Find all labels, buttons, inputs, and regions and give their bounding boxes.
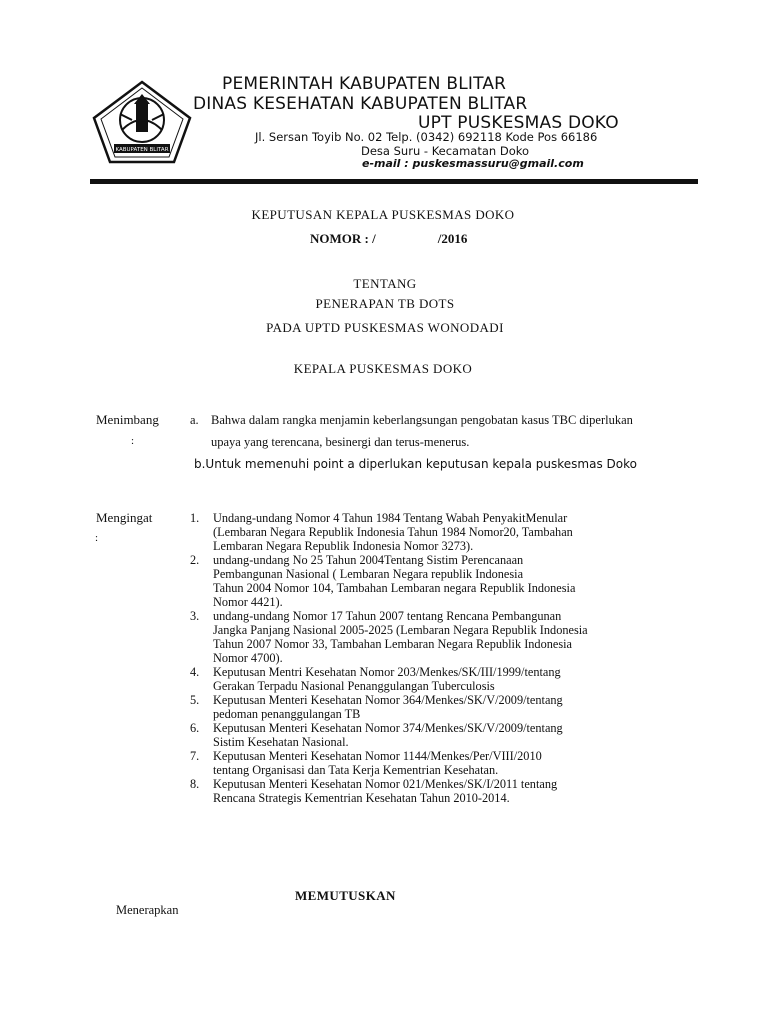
- list-item: [190, 511, 588, 553]
- list-item-line: Nomor 4421).: [213, 595, 283, 609]
- list-item-line: Keputusan Menteri Kesehatan Nomor 374/Menkes/SK/V/2009/tentang: [213, 721, 563, 735]
- mengingat-colon: :: [95, 532, 99, 544]
- list-item: [190, 721, 588, 749]
- memutuskan-heading: MEMUTUSKAN: [295, 888, 396, 903]
- menimbang-a-line-2: upaya yang terencana, besinergi dan terus-menerus.: [211, 435, 470, 449]
- list-item-number: 4.: [190, 665, 200, 679]
- list-item-line: Keputusan Mentri Kesehatan Nomor 203/Menkes/SK/III/1999/tentang: [213, 665, 561, 679]
- list-item-line: Pembangunan Nasional ( Lembaran Negara republik Indonesia: [213, 567, 524, 581]
- list-item-line: Keputusan Menteri Kesehatan Nomor 1144/Menkes/Per/VIII/2010: [213, 749, 542, 763]
- about-heading: TENTANG: [353, 276, 417, 291]
- decree-number-year: /2016: [437, 231, 468, 246]
- logo-text: KABUPATEN BLITAR: [115, 147, 169, 153]
- list-item-number: 8.: [190, 777, 200, 791]
- letterhead-government: PEMERINTAH KABUPATEN BLITAR: [222, 74, 507, 94]
- list-item-line: Keputusan Menteri Kesehatan Nomor 021/Menkes/SK/I/2011 tentang: [213, 777, 558, 791]
- list-item-line: Jangka Panjang Nasional 2005-2025 (Lembaran Negara Republik Indonesia: [213, 623, 588, 637]
- letterhead-village: Desa Suru - Kecamatan Doko: [361, 144, 530, 158]
- list-item: [190, 777, 588, 805]
- letterhead-department: DINAS KESEHATAN KABUPATEN BLITAR: [193, 94, 528, 114]
- list-item-line: Keputusan Menteri Kesehatan Nomor 364/Menkes/SK/V/2009/tentang: [213, 693, 563, 707]
- list-item-line: tentang Organisasi dan Tata Kerja Kementrian Kesehatan.: [213, 763, 499, 777]
- decree-title: KEPUTUSAN KEPALA PUSKESMAS DOKO: [251, 207, 515, 222]
- list-item: [190, 609, 588, 665]
- list-item-line: undang-undang Nomor 17 Tahun 2007 tentang Rencana Pembangunan: [213, 609, 562, 623]
- list-item-number: 2.: [190, 553, 200, 567]
- subject-line-1: PENERAPAN TB DOTS: [315, 296, 455, 311]
- issuer-heading: KEPALA PUSKESMAS DOKO: [293, 361, 473, 376]
- list-item: [190, 665, 588, 693]
- list-item-number: 3.: [190, 609, 200, 623]
- list-item-line: pedoman penanggulangan TB: [213, 707, 361, 721]
- menimbang-colon: :: [131, 435, 135, 447]
- list-item: [190, 693, 588, 721]
- list-item-number: 7.: [190, 749, 200, 763]
- list-item: [190, 553, 588, 609]
- district-emblem-icon: [92, 80, 192, 164]
- list-item-number: 6.: [190, 721, 200, 735]
- letterhead-unit: UPT PUSKESMAS DOKO: [418, 113, 619, 133]
- list-item: [190, 749, 588, 777]
- menimbang-b: b.Untuk memenuhi point a diperlukan keputusan kepala puskesmas Doko: [194, 457, 637, 471]
- list-item-line: Tahun 2004 Nomor 104, Tambahan Lembaran negara Republik Indonesia: [213, 581, 576, 595]
- list-item-line: Undang-undang Nomor 4 Tahun 1984 Tentang Wabah PenyakitMenular: [213, 511, 568, 525]
- list-item-line: Tahun 2007 Nomor 33, Tambahan Lembaran Negara Republik Indonesia: [213, 637, 572, 651]
- list-item-number: 1.: [190, 511, 200, 525]
- list-item-line: undang-undang No 25 Tahun 2004Tentang Sistim Perencanaan: [213, 553, 524, 567]
- menerapkan-label: Menerapkan: [116, 903, 179, 917]
- list-item-line: Rencana Strategis Kementrian Kesehatan Tahun 2010-2014.: [213, 791, 510, 805]
- letterhead-address: Jl. Sersan Toyib No. 02 Telp. (0342) 692118 Kode Pos 66186: [255, 130, 598, 144]
- mengingat-list: [190, 511, 588, 805]
- list-item-line: Lembaran Negara Republik Indonesia Nomor 3273).: [213, 539, 474, 553]
- menimbang-label: Menimbang: [96, 412, 159, 427]
- list-item-line: (Lembaran Negara Republik Indonesia Tahun 1984 Nomor20, Tambahan: [213, 525, 573, 539]
- mengingat-label: Mengingat: [96, 510, 153, 525]
- list-item-line: Gerakan Terpadu Nasional Penanggulangan Tuberculosis: [213, 679, 495, 693]
- decree-number-label: NOMOR : /: [310, 231, 376, 246]
- subject-line-2: PADA UPTD PUSKESMAS WONODADI: [266, 320, 504, 335]
- letterhead-divider: [90, 179, 698, 184]
- letterhead-email: e-mail : puskesmassuru@gmail.com: [362, 157, 584, 170]
- list-item-line: Sistim Kesehatan Nasional.: [213, 735, 349, 749]
- list-item-number: 5.: [190, 693, 200, 707]
- decree-number: [310, 231, 467, 247]
- menimbang-a-letter: a.: [190, 413, 199, 427]
- menimbang-a-line-1: Bahwa dalam rangka menjamin keberlangsungan pengobatan kasus TBC diperlukan: [211, 413, 633, 427]
- list-item-line: Nomor 4700).: [213, 651, 283, 665]
